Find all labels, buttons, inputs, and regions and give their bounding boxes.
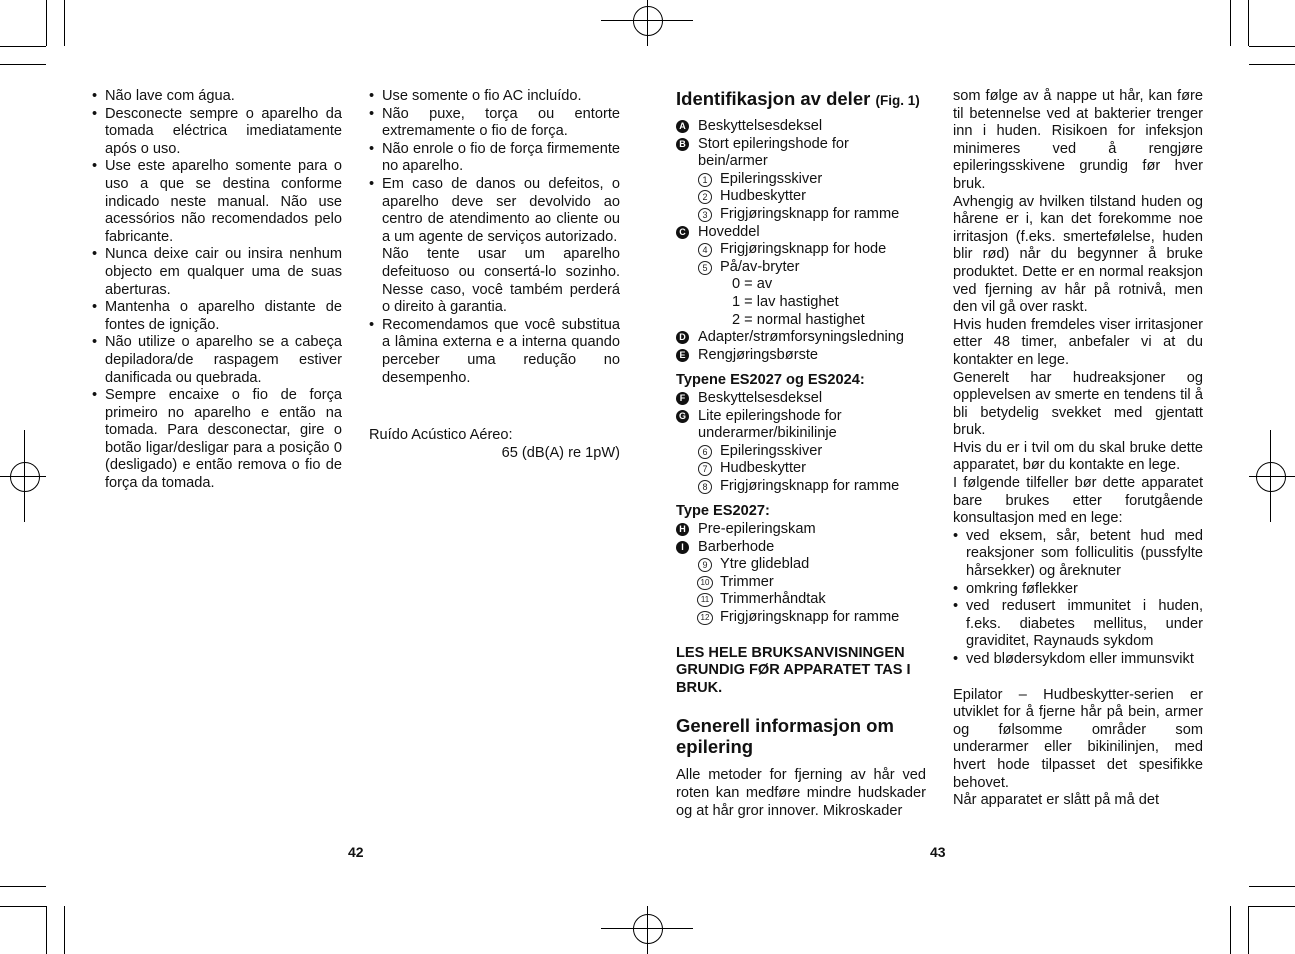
number-circle-icon: 9 (698, 558, 712, 572)
types-heading: Typene ES2027 og ES2024: (676, 372, 865, 389)
list-item: • ved blødersykdom eller immunsvikt (953, 651, 1203, 669)
list-item: • Não puxe, torça ou entorte extremamente o fio de força. (369, 106, 620, 141)
subpart-5 (676, 259, 926, 277)
part-label: Hoveddel (698, 223, 760, 240)
safety-list-pt-1 (92, 88, 342, 493)
list-item: • Use somente o fio AC incluído. (369, 88, 620, 106)
column-parts-identification (676, 88, 926, 820)
list-item: • ved redusert immunitet i huden, f.eks. diabetes mellitus, under graviditet, Raynauds sykdom (953, 598, 1203, 651)
list-item: • Nunca deixe cair ou insira nenhum objecto em qualquer uma de suas aberturas. (92, 246, 342, 299)
page-number-right: 43 (930, 844, 946, 860)
subpart-4 (676, 241, 926, 259)
subpart-label: På/av-bryter (720, 258, 800, 275)
part-label: Beskyttelsesdeksel (698, 389, 823, 406)
list-item: • Não lave com água. (92, 88, 342, 106)
letter-badge-icon: E (676, 349, 689, 362)
letter-badge-icon: I (676, 541, 689, 554)
subpart-label: Ytre glideblad (720, 556, 810, 573)
part-label: Beskyttelsesdeksel (698, 118, 823, 134)
part-item-e (676, 347, 926, 365)
subpart-1 (676, 171, 926, 189)
subpart-10 (676, 574, 926, 592)
part-label: Adapter/strømforsyningsledning (698, 329, 905, 346)
subpart-7 (676, 460, 926, 478)
subpart-label: Hudbeskytter (720, 188, 806, 205)
subpart-2 (676, 188, 926, 206)
section-heading-general: Generell informasjon om epilering (676, 715, 894, 758)
list-item-extra: Não tente usar um aparelho defeituoso ou consertá-lo sozinho. Nesse caso, você também perderá o direito à garantia. (382, 246, 620, 316)
page-number-left: 42 (348, 844, 364, 860)
conditions-list (953, 528, 1203, 669)
speed-setting: 2 = normal hastighet (732, 311, 865, 328)
list-item: • Não utilize o aparelho se a cabeça depiladora/de raspagem estiver danificada ou quebrada. (92, 334, 342, 387)
subpart-label: Frigjøringsknapp for ramme (720, 205, 900, 222)
subpart-3 (676, 206, 926, 224)
subpart-label: Trimmer (720, 573, 774, 590)
noise-value: 65 (dB(A) re 1pW) (501, 444, 620, 461)
column-safety-pt-1 (92, 88, 342, 493)
type-heading: Type ES2027: (676, 503, 770, 520)
parts-list (676, 118, 926, 364)
part-label: Rengjøringsbørste (698, 346, 819, 363)
number-circle-icon: 8 (698, 480, 712, 494)
list-item: • omkring føflekker (953, 581, 1203, 599)
list-item: • Recomendamos que você substitua a lâmina externa e a interna quando perceber uma redução no desempenho. (369, 317, 620, 387)
part-label: Barberhode (698, 538, 775, 555)
column-general-info (953, 88, 1203, 810)
list-item-text: Em caso de danos ou defeitos, o aparelho deve ser devolvido ao centro de atendimento ao cliente ou a um agente de serviços autorizado. (382, 175, 620, 245)
heading-text: Identifikasjon av deler (676, 88, 871, 109)
letter-badge-icon: G (676, 410, 689, 423)
letter-badge-icon: A (676, 120, 689, 133)
subpart-label: Trimmerhåndtak (720, 591, 826, 608)
subpart-8 (676, 478, 926, 496)
paragraph-7: Epilator – Hudbeskytter-serien er utviklet for å fjerne hår på bein, armer og følsomme områder som underarmer eller bikinilinjen, med hvert hode tilpasset det spesifikke behovet. (953, 686, 1203, 791)
number-circle-icon: 2 (698, 190, 712, 204)
noise-label: Ruído Acústico Aéreo: (369, 427, 513, 444)
number-circle-icon: 7 (698, 462, 712, 476)
subpart-6 (676, 443, 926, 461)
paragraph-3: Hvis huden fremdeles viser irritasjoner etter 48 timer, anbefaler vi at du kontakter en lege. (953, 316, 1203, 368)
number-circle-icon: 4 (698, 243, 712, 257)
subpart-11 (676, 591, 926, 609)
number-circle-icon: 1 (698, 173, 712, 187)
list-item: • Desconecte sempre o aparelho da tomada eléctrica imediatamente após o uso. (92, 106, 342, 159)
paragraph-2: Avhengig av hvilken tilstand huden og hårene er i, kan det forekomme noe irritasjon (f.eks. smertefølelse, huden blir rød) når du begynner å bruke produktet. Dette er en normal reaksjon ved fjerning av hår på rotnivå, men den vil gå over raskt. (953, 193, 1203, 316)
column-safety-pt-2 (369, 88, 620, 462)
list-item: • Mantenha o aparelho distante de fontes de ignição. (92, 299, 342, 334)
part-item-c (676, 224, 926, 242)
list-item: • Use este aparelho somente para o uso a que se destina conforme indicado neste manual. Não use acessórios não recomendados pelo fabricante. (92, 158, 342, 246)
subpart-label: Hudbeskytter (720, 460, 806, 477)
part-label: Lite epileringshode for (698, 407, 842, 424)
subpart-label: Frigjøringsknapp for ramme (720, 477, 900, 494)
parts-list-type (676, 521, 926, 627)
letter-badge-icon: H (676, 523, 689, 536)
number-circle-icon: 11 (697, 593, 713, 607)
part-label: Pre-epileringskam (698, 521, 816, 538)
part-item-i (676, 539, 926, 557)
letter-badge-icon: F (676, 392, 689, 405)
part-item-h (676, 521, 926, 539)
parts-list-types (676, 390, 926, 496)
paragraph-6: I følgende tilfeller bør dette apparatet bare brukes etter forutgående konsultasjon med en lege: (953, 475, 1203, 527)
part-label: Stort epileringshode for (698, 135, 849, 152)
list-item: • Não enrole o fio de força firmemente no aparelho. (369, 141, 620, 176)
part-item-a (676, 118, 926, 136)
section-heading-parts (676, 88, 926, 111)
list-item (369, 176, 620, 317)
speed-setting: 0 = av (732, 276, 773, 293)
subpart-label: Frigjøringsknapp for hode (720, 241, 887, 258)
paragraph-4: Generelt har hudreaksjoner og opplevelsen av smerte en tendens til å bli betydelig svekket med gjentatt bruk. (953, 369, 1203, 439)
subpart-label: Epileringsskiver (720, 442, 823, 459)
number-circle-icon: 5 (698, 261, 712, 275)
read-manual-warning: LES HELE BRUKSANVISNINGEN GRUNDIG FØR APPARATET TAS I BRUK. (676, 644, 911, 696)
letter-badge-icon: C (676, 226, 689, 239)
part-item-g (676, 408, 926, 426)
subpart-9 (676, 556, 926, 574)
number-circle-icon: 6 (698, 445, 712, 459)
number-circle-icon: 3 (698, 208, 712, 222)
subpart-label: Epileringsskiver (720, 170, 823, 187)
letter-badge-icon: B (676, 138, 689, 151)
list-item: • Sempre encaixe o fio de força primeiro no aparelho e então na tomada. Para desconectar, gire o botão ligar/desligar para a posição 0 (desligado) e então remova o fio de força da tomada. (92, 387, 342, 493)
paragraph-8: Når apparatet er slått på må det (953, 792, 1160, 809)
letter-badge-icon: D (676, 331, 689, 344)
noise-spec (369, 427, 620, 462)
speed-setting: 1 = lav hastighet (732, 293, 839, 310)
paragraph-5: Hvis du er i tvil om du skal bruke dette apparatet, bør du kontakte en lege. (953, 439, 1203, 474)
part-item-f (676, 390, 926, 408)
general-paragraph: Alle metoder for fjerning av hår ved roten kan medføre mindre hudskader og at hår gror innover. Mikroskader (676, 767, 926, 819)
figure-reference: (Fig. 1) (875, 93, 920, 108)
part-item-b (676, 136, 926, 154)
part-item-b-cont: bein/armer (698, 153, 768, 170)
subpart-12 (676, 609, 926, 627)
list-item: • ved eksem, sår, betent hud med reaksjoner som folliculitis (pussfylte hårsekker) og åreknuter (953, 528, 1203, 581)
part-item-d (676, 329, 926, 347)
number-circle-icon: 12 (697, 611, 713, 625)
number-circle-icon: 10 (697, 576, 713, 590)
safety-list-pt-2 (369, 88, 620, 387)
paragraph-1: som følge av å nappe ut hår, kan føre til betennelse ved at bakterier trenger inn i huden. Risikoen for infeksjon minimeres ved å rengjøre epileringsskivene grundig før hver bruk. (953, 88, 1203, 192)
subpart-label: Frigjøringsknapp for ramme (720, 609, 900, 626)
part-item-g-cont: underarmer/bikinilinje (698, 425, 837, 442)
